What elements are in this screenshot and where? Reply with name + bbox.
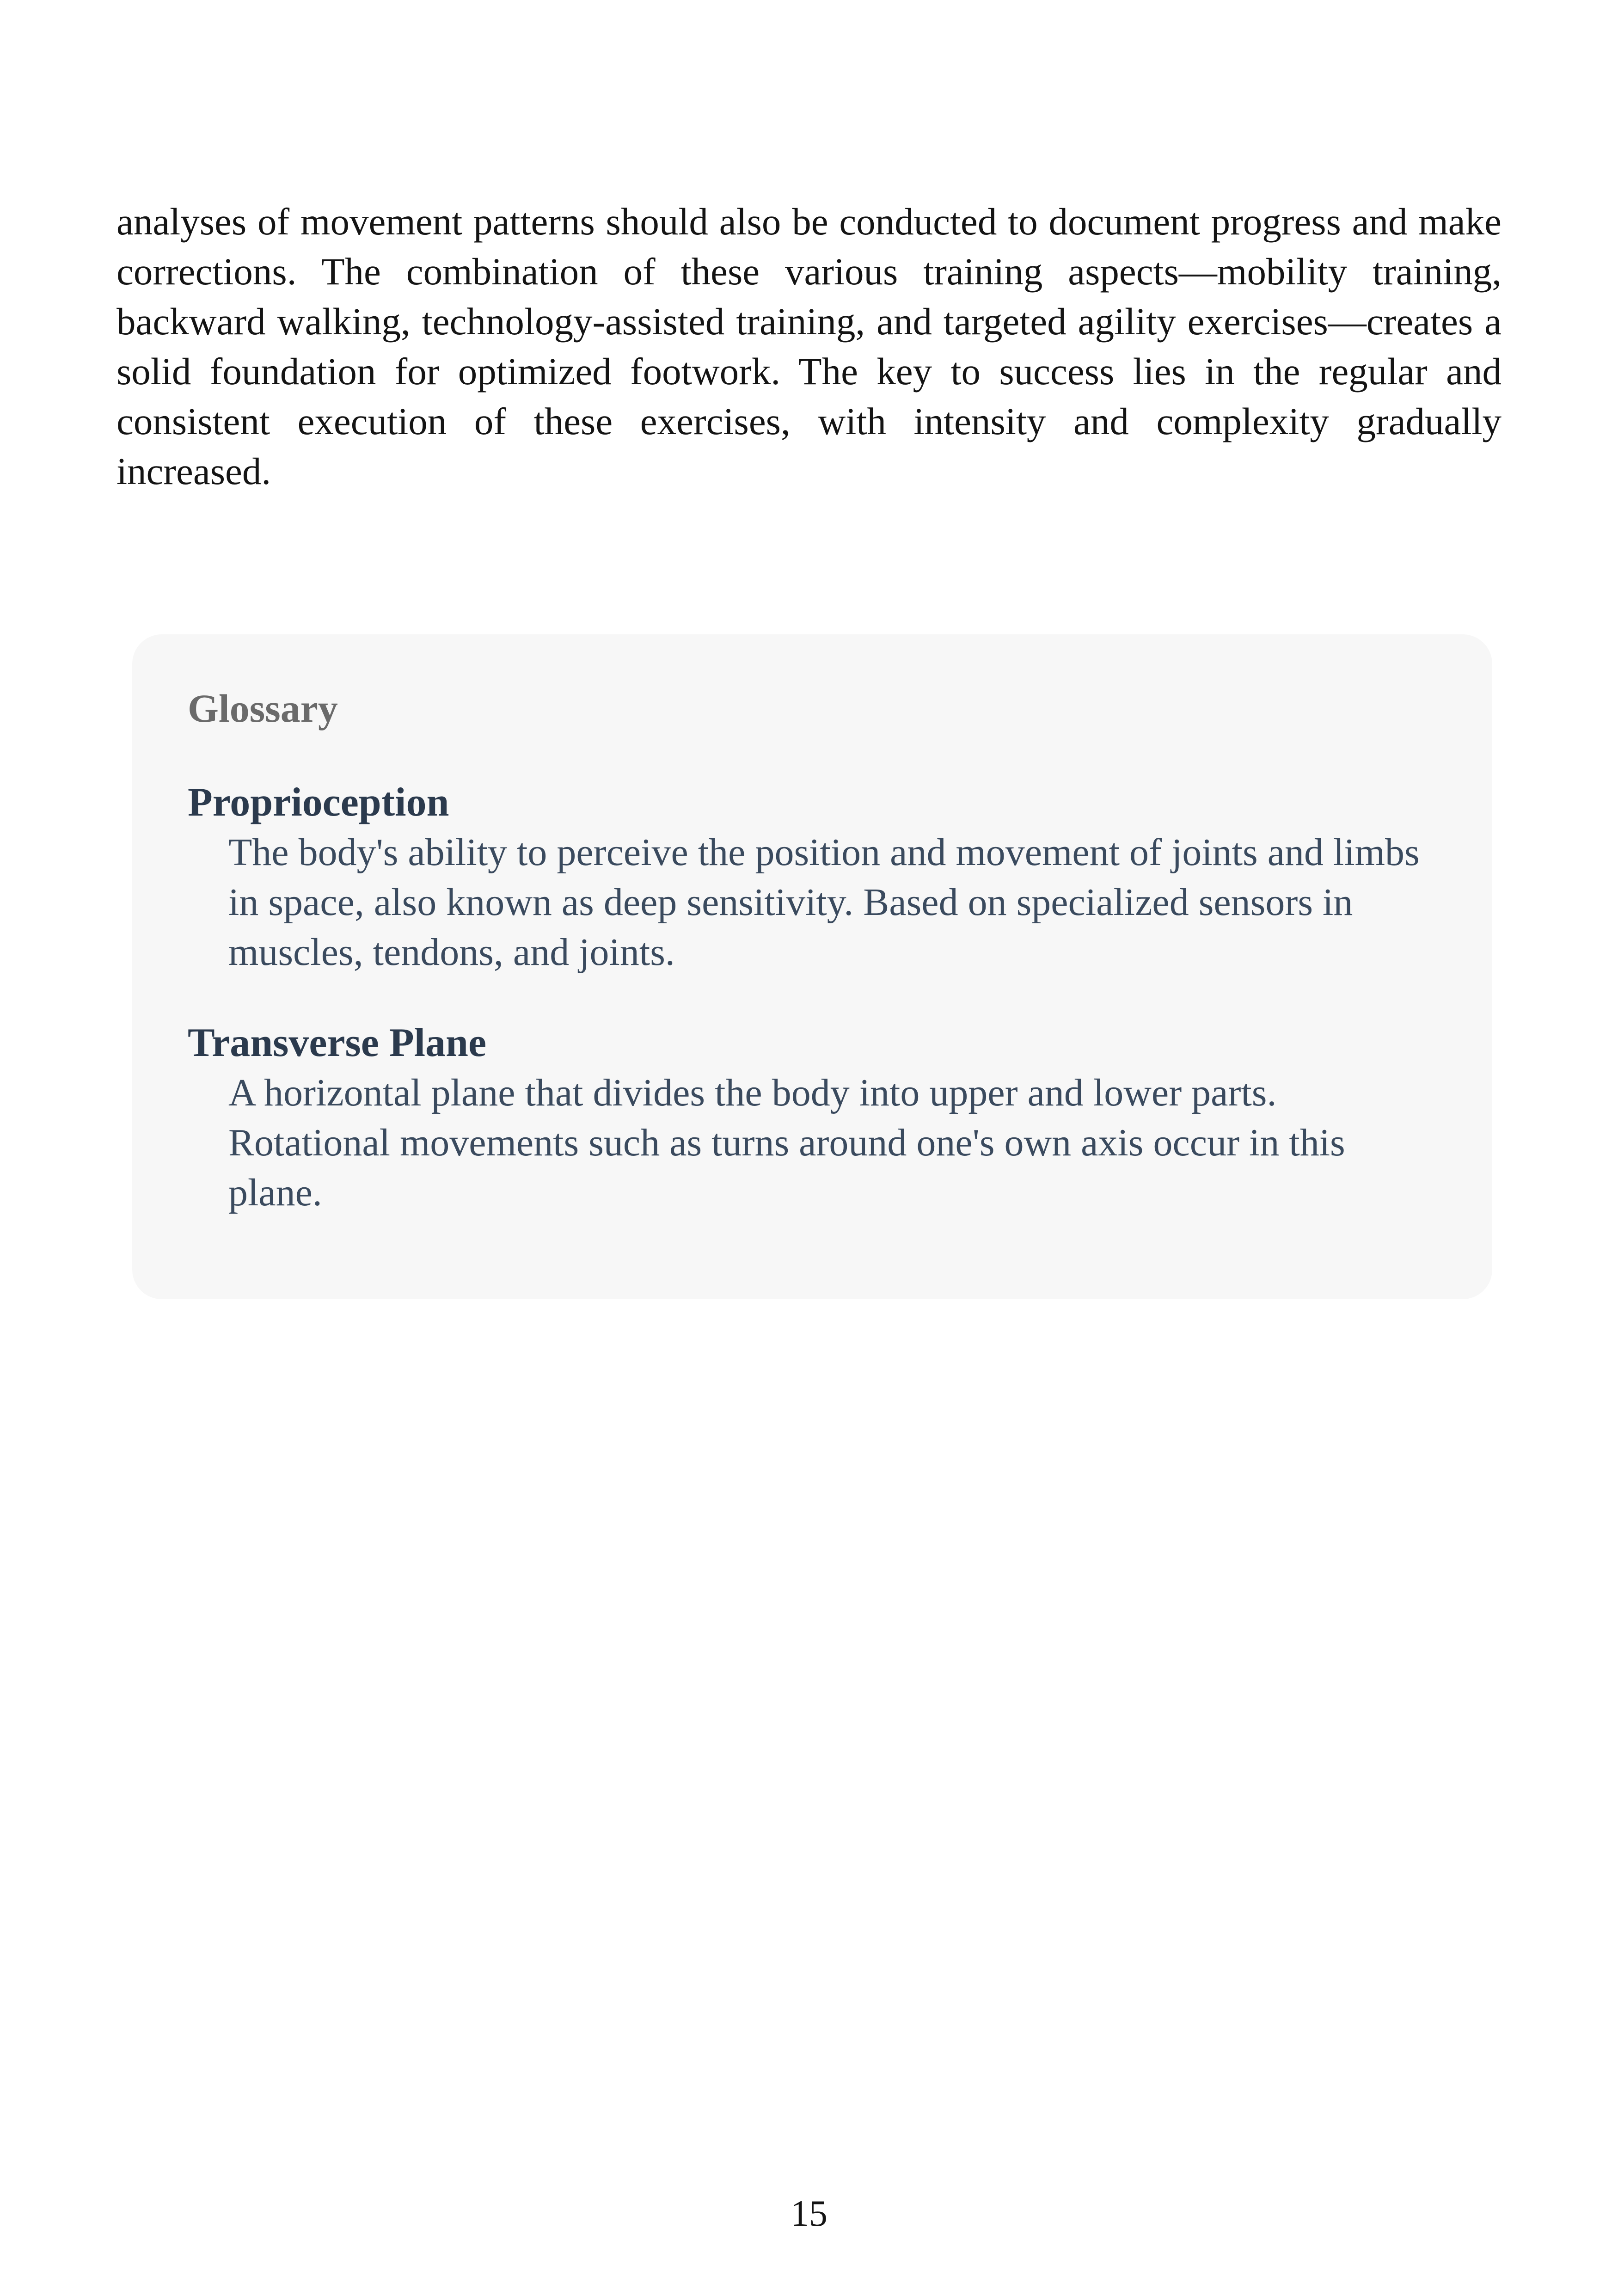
body-paragraph: analyses of movement patterns should also be conducted to document progress and make corrections. The combination of these various training aspects—mobility training, backward walking, technology-assisted training, and targeted agility exercises—creates a solid foundation for optimized footwork. The key to success lies in the regular and consistent execution of these exercises, with intensity and complexity gradually increased. (116, 200, 1502, 492)
glossary-entry-proprioception (188, 778, 1437, 977)
glossary-term: Transverse Plane (188, 1020, 487, 1065)
glossary-box (132, 634, 1492, 1299)
glossary-definition: A horizontal plane that divides the body into upper and lower parts. Rotational movements such as turns around one's own axis occur in this plane. (228, 1071, 1345, 1214)
glossary-entry-transverse-plane (188, 1018, 1437, 1218)
page-number: 15 (791, 2193, 827, 2234)
glossary-title: Glossary (188, 686, 338, 731)
glossary-term: Proprioception (188, 780, 449, 825)
glossary-definition: The body's ability to perceive the position and movement of joints and limbs in space, also known as deep sensitivity. Based on specialized sensors in muscles, tendons, and joints. (228, 831, 1420, 974)
